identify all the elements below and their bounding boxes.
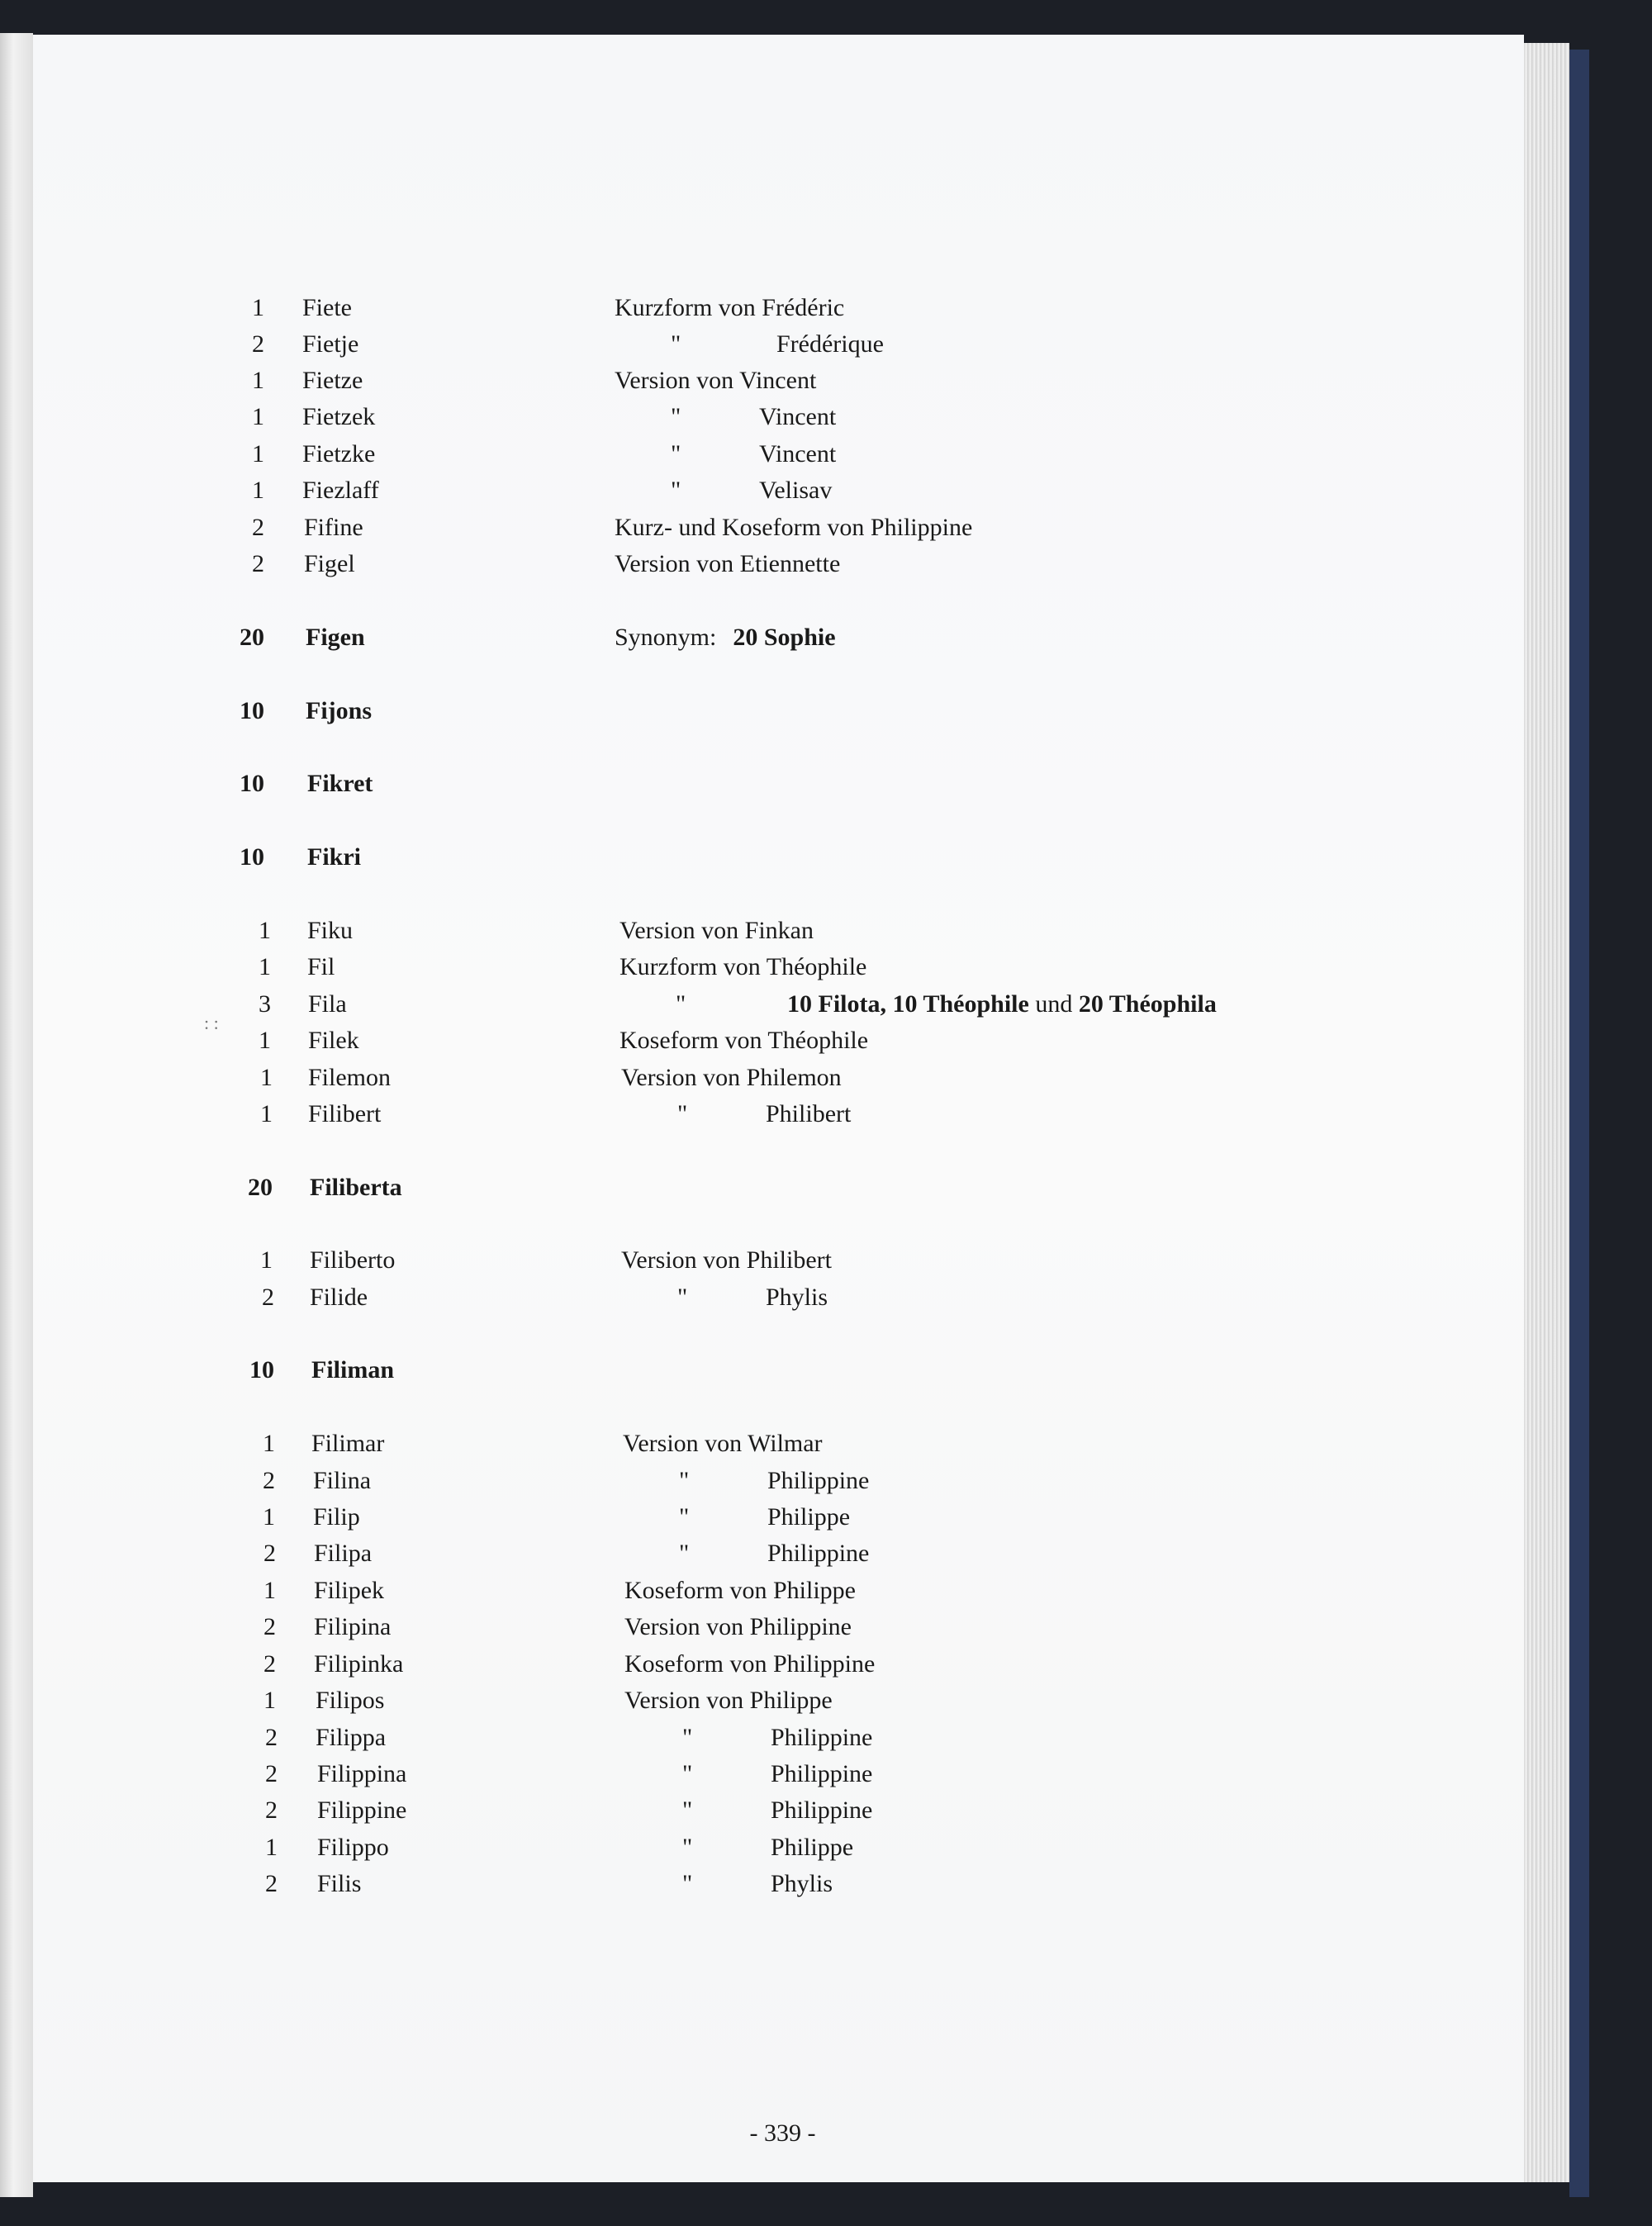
entry-description: Kurz- und Koseform von Philippine (615, 514, 973, 541)
entry-name: Filis (317, 1870, 362, 1897)
list-item (0, 1356, 1520, 1393)
entry-description: Version von Philibert (621, 1246, 832, 1274)
entry-frequency: 1 (263, 1687, 276, 1714)
entry-name: Fikret (307, 770, 373, 797)
entry-frequency: 2 (252, 550, 264, 577)
entry-frequency: 1 (265, 1834, 278, 1861)
list-item (0, 550, 1520, 586)
list-item (0, 770, 1520, 806)
list-item (0, 367, 1520, 403)
entry-frequency: 2 (265, 1870, 278, 1897)
ditto-mark: " (682, 1760, 693, 1787)
ditto-mark: " (679, 1467, 690, 1494)
entry-name: Fietzek (302, 403, 376, 430)
entry-name: Filipina (314, 1613, 392, 1640)
entry-reference: Philippine (771, 1724, 873, 1751)
entry-reference: Velisav (759, 477, 833, 504)
entry-name: Fifine (304, 514, 363, 541)
entry-frequency: 1 (252, 367, 264, 394)
entry-reference: Philippine (767, 1467, 870, 1494)
book-cover-edge (1569, 50, 1589, 2197)
entry-frequency: 2 (263, 1540, 276, 1567)
entry-name: Filiberta (310, 1174, 402, 1201)
page-edges-stack (1524, 43, 1569, 2182)
list-item (0, 843, 1520, 880)
entry-frequency: 2 (263, 1467, 275, 1494)
entry-name: Fikri (307, 843, 361, 871)
entry-frequency: 10 (240, 843, 264, 871)
entry-name: Figel (304, 550, 355, 577)
entry-name: Fijons (306, 697, 373, 724)
entry-description: Version von Philippine (624, 1613, 852, 1640)
reference-part: und (1028, 990, 1079, 1018)
entry-name: Fiku (307, 917, 354, 944)
synonym-label: Synonym: (615, 624, 717, 651)
entry-frequency: 20 (248, 1174, 273, 1201)
entry-reference: Philibert (766, 1100, 852, 1127)
entry-description: Koseform von Philippe (624, 1577, 856, 1604)
entry-name: Filiberto (310, 1246, 396, 1274)
entry-frequency: 2 (263, 1613, 276, 1640)
entry-reference: Phylis (771, 1870, 833, 1897)
list-item (0, 403, 1520, 439)
entry-name: Filipinka (314, 1650, 404, 1678)
entry-name: Fila (308, 990, 347, 1018)
list-item (0, 1064, 1520, 1100)
entry-frequency: 1 (252, 440, 264, 468)
list-item (0, 1284, 1520, 1320)
synonym-value: 20 Sophie (733, 624, 836, 651)
entry-name: Fiezlaff (302, 477, 379, 504)
entry-name: Filipek (314, 1577, 385, 1604)
entry-name: Filemon (308, 1064, 392, 1091)
ditto-mark: " (671, 440, 681, 468)
margin-mark: : : (204, 1013, 219, 1033)
list-item (0, 1613, 1520, 1649)
ditto-mark: " (679, 1540, 690, 1567)
entry-name: Figen (306, 624, 365, 651)
entry-reference: Philippine (771, 1760, 873, 1787)
entry-frequency: 2 (252, 514, 264, 541)
entry-reference: Philippe (767, 1503, 851, 1531)
entry-description: Version von Vincent (615, 367, 817, 394)
list-item (0, 624, 1520, 660)
ditto-mark: " (671, 330, 681, 358)
entry-frequency: 1 (260, 1246, 273, 1274)
entry-description: Kurzform von Théophile (620, 953, 867, 980)
entry-name: Filipa (314, 1540, 373, 1567)
list-item (0, 330, 1520, 367)
list-item (0, 917, 1520, 953)
list-item (0, 1760, 1520, 1796)
entry-frequency: 1 (260, 1064, 273, 1091)
entry-name: Filek (308, 1027, 359, 1054)
entry-frequency: 20 (240, 624, 264, 651)
entry-frequency: 2 (265, 1724, 278, 1751)
entry-reference: Philippine (767, 1540, 870, 1567)
entry-name: Fiete (302, 294, 352, 321)
ditto-mark: " (682, 1870, 693, 1897)
entry-reference: Philippe (771, 1834, 854, 1861)
ditto-mark: " (679, 1503, 690, 1531)
entry-name: Fietje (302, 330, 359, 358)
entry-name: Fil (307, 953, 335, 980)
ditto-mark: " (682, 1724, 693, 1751)
entry-name: Filibert (308, 1100, 382, 1127)
list-item (0, 440, 1520, 477)
list-item (0, 1577, 1520, 1613)
entry-description: Koseform von Théophile (620, 1027, 869, 1054)
list-item (0, 1503, 1520, 1540)
entry-frequency: 10 (249, 1356, 274, 1384)
entry-description: Version von Finkan (620, 917, 814, 944)
entry-frequency: 1 (252, 294, 264, 321)
list-item (0, 1246, 1520, 1283)
entry-frequency: 2 (265, 1760, 278, 1787)
page-number: - 339 - (749, 2119, 816, 2147)
entry-frequency: 1 (260, 1100, 273, 1127)
entry-reference (787, 990, 1217, 1018)
list-item (0, 1100, 1520, 1137)
entry-frequency: 1 (263, 1503, 275, 1531)
entry-name: Fietzke (302, 440, 376, 468)
entry-frequency: 1 (263, 1577, 276, 1604)
entry-frequency: 1 (259, 917, 271, 944)
entry-description (615, 624, 836, 652)
entry-frequency: 1 (263, 1430, 275, 1457)
entry-frequency: 2 (263, 1650, 276, 1678)
entry-frequency: 2 (252, 330, 264, 358)
list-item (0, 1796, 1520, 1833)
entry-description: Version von Philippe (624, 1687, 833, 1714)
entry-name: Filippina (317, 1760, 407, 1787)
entry-reference: Vincent (759, 403, 837, 430)
entry-name: Filide (310, 1284, 368, 1311)
entry-description: Version von Philemon (621, 1064, 842, 1091)
entry-name: Filippo (317, 1834, 389, 1861)
ditto-mark: " (676, 990, 686, 1018)
list-item (0, 1724, 1520, 1760)
list-item (0, 514, 1520, 550)
entry-description: Version von Wilmar (623, 1430, 823, 1457)
list-item (0, 697, 1520, 733)
ditto-mark: " (677, 1284, 688, 1311)
list-item (0, 1027, 1520, 1063)
reference-part: 10 Filota, 10 Théophile (787, 990, 1029, 1018)
entry-name: Fietze (302, 367, 363, 394)
entry-reference: Phylis (766, 1284, 828, 1311)
entry-name: Filiman (311, 1356, 395, 1384)
entry-reference: Vincent (759, 440, 837, 468)
entry-frequency: 10 (240, 770, 264, 797)
list-item (0, 294, 1520, 330)
entry-frequency: 3 (259, 990, 271, 1018)
entry-name: Filimar (311, 1430, 385, 1457)
list-item (0, 1834, 1520, 1870)
entry-name: Filippa (316, 1724, 387, 1751)
list-item (0, 953, 1520, 990)
entry-description: Koseform von Philippine (624, 1650, 876, 1678)
entry-description: Kurzform von Frédéric (615, 294, 845, 321)
entry-reference: Frédérique (776, 330, 884, 358)
entry-reference: Philippine (771, 1796, 873, 1824)
list-item (0, 1430, 1520, 1466)
list-item (0, 990, 1520, 1027)
entry-frequency: 2 (265, 1796, 278, 1824)
ditto-mark: " (671, 403, 681, 430)
entry-frequency: 1 (252, 477, 264, 504)
entry-frequency: 1 (252, 403, 264, 430)
list-item (0, 477, 1520, 513)
list-item (0, 1174, 1520, 1210)
entry-name: Filina (313, 1467, 372, 1494)
reference-part: 20 Théophila (1078, 990, 1217, 1018)
entry-name: Filippine (317, 1796, 407, 1824)
entry-frequency: 1 (259, 1027, 271, 1054)
list-item (0, 1870, 1520, 1906)
list-item (0, 1687, 1520, 1723)
entry-description: Version von Etiennette (615, 550, 841, 577)
list-item (0, 1650, 1520, 1687)
entry-frequency: 10 (240, 697, 264, 724)
ditto-mark: " (671, 477, 681, 504)
list-item (0, 1540, 1520, 1576)
entry-name: Filipos (316, 1687, 385, 1714)
ditto-mark: " (677, 1100, 688, 1127)
entry-frequency: 2 (262, 1284, 274, 1311)
entry-frequency: 1 (259, 953, 271, 980)
entry-name: Filip (313, 1503, 360, 1531)
list-item (0, 1467, 1520, 1503)
ditto-mark: " (682, 1796, 693, 1824)
ditto-mark: " (682, 1834, 693, 1861)
